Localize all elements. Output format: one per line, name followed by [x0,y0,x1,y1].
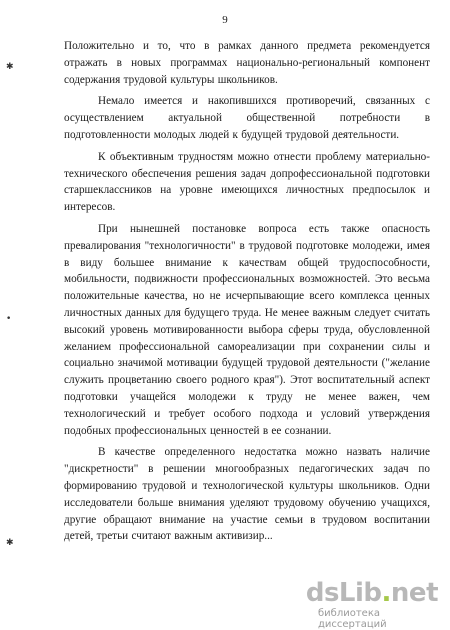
page-number: 9 [222,14,228,26]
paragraph: Положительно и то, что в рамках данного предмета рекомендуется отражать в новых программах национально-региональный компонент содержания трудовой культуры школьников. [64,40,430,86]
margin-mark: ✱ [6,538,14,548]
dslib-watermark [305,578,438,630]
paragraph: При нынешней постановке вопроса есть также опасность превалирования "технологичности" в трудовой подготовке молодежи, имея в виду большее внимание к качествам общей трудоспособности, мобильности, подвижности профессиональных возможностей. Это весьма положительные качества, но не исчерпывающие всего комплекса ценных личностных данных для будущего труда. Не менее важным следует считать высокий уровень мотивированности выбора сферы труда, обусловленной желанием профессиональной самореализации при сохранении силы и социально значимой мотивации будущей трудовой деятельности ("желание служить процветанию своего родного края"). Этот воспитательный аспект подготовки учащейся молодежи к труду не менее важен, чем технологический и требует особого подхода и условий утверждения подобных профессиональных ценностей в ее сознании. [64,222,430,437]
margin-mark: ✱ [6,62,14,72]
watermark-subtitle: библиотека диссертаций [318,608,387,630]
paragraph: В качестве определенного недостатка можно назвать наличие "дискретности" в решении многообразных педагогических задач по формированию трудовой и технологической культуры школьников. Одни исследователи больше внимания уделяют трудовому обучению учащихся, другие обращают внимание на участие семьи в трудовом воспитании детей, третьи считают важным активизир... [64,446,430,543]
watermark-logo: dsLib.net [305,578,438,608]
paragraph: К объективным трудностям можно отнести проблему материально-технического обеспечения решения задач допрофессиональной подготовки старшеклассников на уровне имеющихся личностных предпосылок и интересов. [64,150,430,214]
document-body [64,38,430,550]
margin-mark: • [6,314,12,324]
paragraph: Немало имеется и накопившихся противоречий, связанных с осуществлением актуальной общественной потребности в подготовленности молодых людей к будущей трудовой деятельности. [64,95,430,141]
